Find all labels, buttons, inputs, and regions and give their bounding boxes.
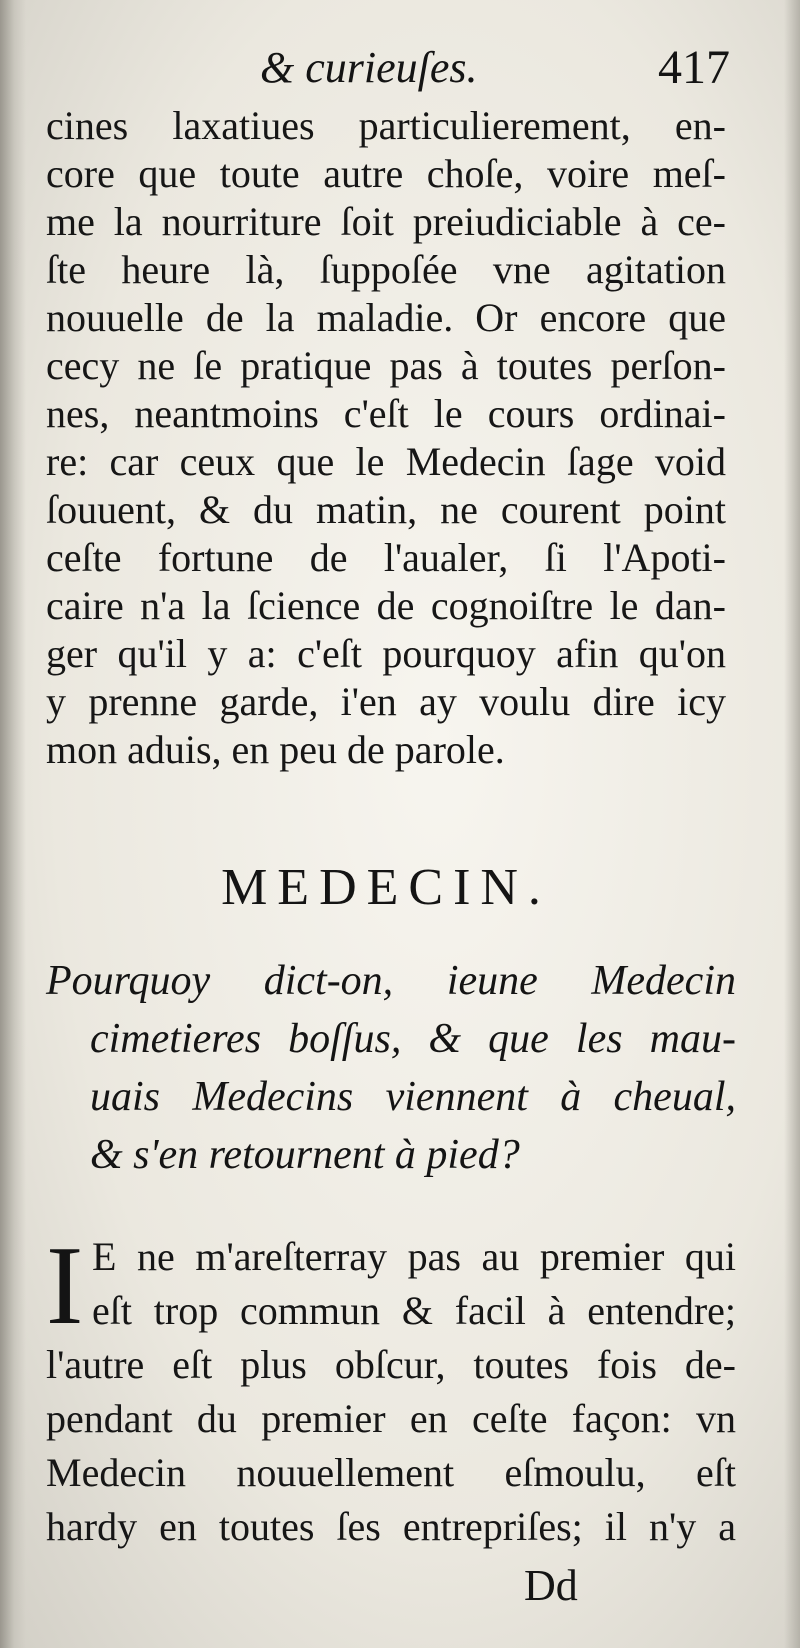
text-line: ſouuent, & du matin, ne courent point — [46, 487, 726, 532]
text-line: ger qu'il y a: c'eſt pourquoy afin qu'on — [46, 631, 726, 676]
page-number: 417 — [658, 41, 730, 94]
section-heading: MEDECIN. — [221, 859, 551, 916]
text-line: nes, neantmoins c'eſt le cours ordinai- — [46, 391, 726, 436]
text-line: mon aduis, en peu de parole. — [46, 727, 505, 772]
signature-mark: Dd — [524, 1561, 578, 1610]
text-body — [46, 102, 736, 1549]
question-line: & s'en retournent à pied? — [90, 1132, 520, 1178]
answer-line: l'autre eſt plus obſcur, toutes fois de- — [46, 1342, 736, 1387]
drop-cap: I — [46, 1224, 84, 1348]
answer-line: Medecin nouuellement eſmoulu, eſt — [46, 1450, 736, 1495]
question-line: cimetieres boſſus, & que les mau- — [90, 1016, 736, 1062]
body-paragraph — [46, 102, 726, 774]
answer-line: eſt trop commun & facil à entendre; — [92, 1288, 736, 1333]
question-line: Pourquoy dict-on, ieune Medecin — [46, 958, 736, 1004]
page-edge-shadow — [784, 0, 800, 1648]
answer-line: E ne m'areſterray pas au premier qui — [92, 1234, 736, 1279]
running-title: & curieuſes. — [260, 43, 478, 92]
page-header — [230, 38, 730, 98]
question-line: uais Medecins viennent à cheual, — [90, 1074, 736, 1120]
text-line: ceſte fortune de l'aualer, ſi l'Apoti- — [46, 535, 726, 580]
text-line: core que toute autre choſe, voire meſ- — [46, 151, 726, 196]
text-line: me la nourriture ſoit preiudiciable à ce- — [46, 199, 726, 244]
text-line: cines laxatiues particulierement, en- — [46, 103, 726, 148]
gutter-shadow — [0, 0, 26, 1648]
text-line: nouuelle de la maladie. Or encore que — [46, 295, 726, 340]
answer-block — [46, 1224, 736, 1554]
text-line: y prenne garde, i'en ay voulu dire icy — [46, 679, 726, 724]
text-line: cecy ne ſe pratique pas à toutes perſon- — [46, 343, 726, 388]
question-block — [46, 952, 736, 1184]
text-line: caire n'a la ſcience de cognoiſtre le dan- — [46, 583, 726, 628]
text-line: ſte heure là, ſuppoſée vne agitation — [46, 247, 726, 292]
answer-line: hardy en toutes ſes entrepriſes; il n'y a — [46, 1504, 736, 1549]
text-line: re: car ceux que le Medecin ſage void — [46, 439, 726, 484]
answer-line: pendant du premier en ceſte façon: vn — [46, 1396, 736, 1441]
